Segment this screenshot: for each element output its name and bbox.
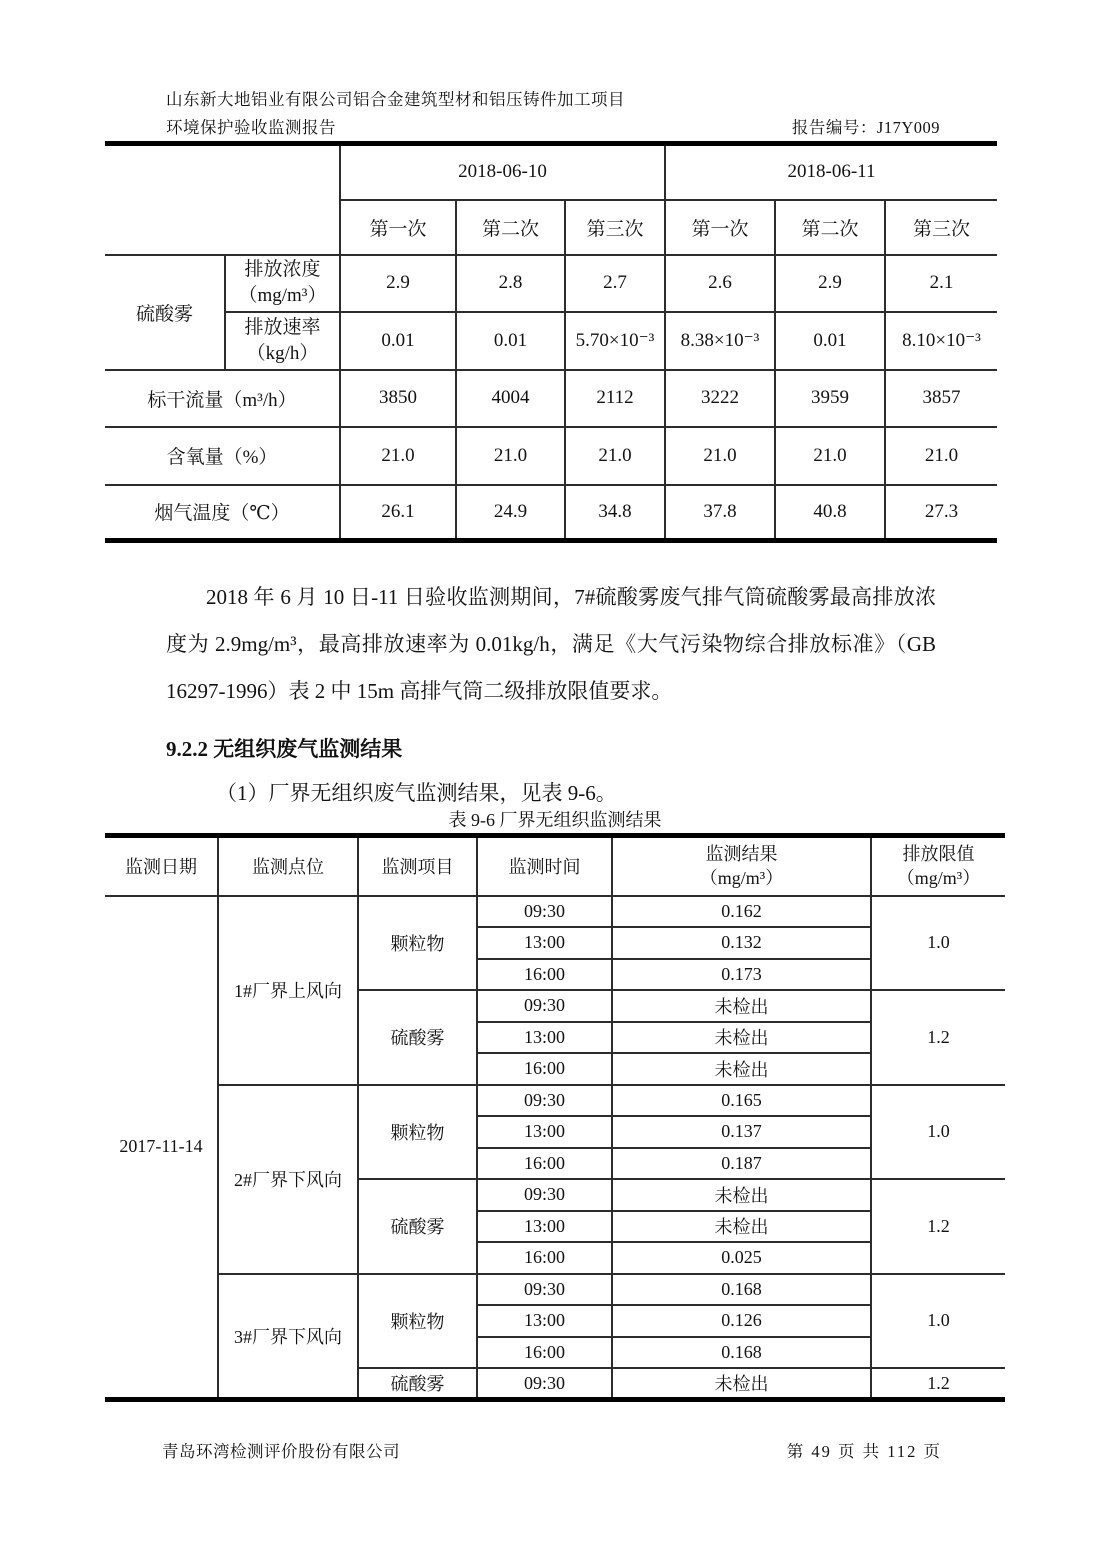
value-cell: 3850 — [340, 370, 456, 427]
header-cell-item: 监测项目 — [358, 836, 477, 896]
item-cell: 颗粒物 — [358, 1274, 477, 1369]
value-cell: 21.0 — [456, 427, 565, 485]
limit-cell: 1.2 — [871, 1368, 1005, 1400]
value-cell: 21.0 — [885, 427, 997, 485]
value-cell: 21.0 — [665, 427, 775, 485]
item-cell: 颗粒物 — [358, 1085, 477, 1180]
value-cell: 2.1 — [885, 255, 997, 312]
item-cell: 硫酸雾 — [358, 990, 477, 1085]
limit-cell: 1.0 — [871, 896, 1005, 991]
value-cell: 3857 — [885, 370, 997, 427]
header-label: 监测结果 — [705, 843, 778, 864]
time-cell: 16:00 — [477, 1337, 612, 1369]
run-header-cell: 第一次 — [340, 200, 456, 255]
result-cell: 0.132 — [612, 927, 871, 959]
time-cell: 09:30 — [477, 1274, 612, 1306]
pollutant-cell: 硫酸雾 — [105, 255, 225, 370]
time-cell: 13:00 — [477, 1211, 612, 1243]
value-cell: 2.6 — [665, 255, 775, 312]
result-cell: 未检出 — [612, 1368, 871, 1400]
result-cell: 0.173 — [612, 959, 871, 991]
value-cell: 2.9 — [775, 255, 885, 312]
item-cell: 硫酸雾 — [358, 1179, 477, 1274]
value-cell: 40.8 — [775, 485, 885, 541]
result-cell: 0.187 — [612, 1148, 871, 1180]
limit-cell: 1.2 — [871, 990, 1005, 1085]
time-cell: 16:00 — [477, 1242, 612, 1274]
result-cell: 0.165 — [612, 1085, 871, 1117]
limit-cell: 1.0 — [871, 1274, 1005, 1369]
limit-cell: 1.2 — [871, 1179, 1005, 1274]
list-paragraph: （1）厂界无组织废气监测结果，见表 9-6。 — [216, 781, 617, 805]
value-cell: 21.0 — [565, 427, 665, 485]
value-cell: 24.9 — [456, 485, 565, 541]
limit-cell: 1.0 — [871, 1085, 1005, 1180]
value-cell: 8.38×10⁻³ — [665, 312, 775, 370]
row-label-cell: 含氧量（%） — [105, 427, 340, 485]
header-cell-date: 监测日期 — [105, 836, 218, 896]
point-cell: 2#厂界下风向 — [218, 1085, 358, 1274]
fugitive-emission-table — [105, 833, 1005, 1402]
row-label-cell: 标干流量（m³/h） — [105, 370, 340, 427]
value-cell: 2.7 — [565, 255, 665, 312]
value-cell: 0.01 — [775, 312, 885, 370]
time-cell: 13:00 — [477, 1305, 612, 1337]
time-cell: 16:00 — [477, 959, 612, 991]
time-cell: 09:30 — [477, 1085, 612, 1117]
row-label-cell — [225, 312, 340, 370]
header-cell-result — [612, 836, 871, 896]
result-cell: 0.168 — [612, 1274, 871, 1306]
result-cell: 0.137 — [612, 1116, 871, 1148]
value-cell: 27.3 — [885, 485, 997, 541]
time-cell: 09:30 — [477, 1368, 612, 1400]
doc-header-title: 环境保护验收监测报告 — [166, 118, 336, 137]
value-cell: 2.8 — [456, 255, 565, 312]
corner-cell — [105, 144, 340, 255]
summary-paragraph: 2018 年 6 月 10 日-11 日验收监测期间，7#硫酸雾废气排气筒硫酸雾最高排放浓度为 2.9mg/m³，最高排放速率为 0.01kg/h，满足《大气污染物综合排放标准》（GB 16297-1996）表 2 中 15m 高排气筒二级排放限值要求。 — [166, 585, 936, 703]
item-cell: 颗粒物 — [358, 896, 477, 991]
result-cell: 未检出 — [612, 1211, 871, 1243]
value-cell: 34.8 — [565, 485, 665, 541]
value-cell: 0.01 — [340, 312, 456, 370]
result-cell: 0.162 — [612, 896, 871, 928]
value-cell: 21.0 — [340, 427, 456, 485]
table-caption: 表 9-6 厂界无组织监测结果 — [448, 810, 662, 830]
result-cell: 未检出 — [612, 1179, 871, 1211]
footer-company: 青岛环湾检测评价股份有限公司 — [162, 1442, 400, 1461]
value-cell: 4004 — [456, 370, 565, 427]
time-cell: 13:00 — [477, 1116, 612, 1148]
row-label-cell — [225, 255, 340, 312]
result-cell: 0.126 — [612, 1305, 871, 1337]
result-cell: 0.025 — [612, 1242, 871, 1274]
stack-emission-table — [105, 141, 997, 543]
value-cell: 37.8 — [665, 485, 775, 541]
point-cell: 1#厂界上风向 — [218, 896, 358, 1085]
header-cell-point: 监测点位 — [218, 836, 358, 896]
result-cell: 未检出 — [612, 1022, 871, 1054]
value-cell: 26.1 — [340, 485, 456, 541]
page-footer — [162, 1438, 942, 1462]
result-cell: 未检出 — [612, 990, 871, 1022]
result-cell: 0.168 — [612, 1337, 871, 1369]
value-cell: 21.0 — [775, 427, 885, 485]
run-header-cell: 第三次 — [885, 200, 997, 255]
row-unit: （mg/m³） — [238, 285, 327, 306]
result-cell: 未检出 — [612, 1053, 871, 1085]
time-cell: 16:00 — [477, 1053, 612, 1085]
time-cell: 13:00 — [477, 927, 612, 959]
point-cell: 3#厂界下风向 — [218, 1274, 358, 1400]
header-unit: （mg/m³） — [699, 868, 784, 889]
section-heading: 9.2.2 无组织废气监测结果 — [166, 737, 403, 761]
time-cell: 09:30 — [477, 990, 612, 1022]
row-label-cell: 烟气温度（℃） — [105, 485, 340, 541]
value-cell: 8.10×10⁻³ — [885, 312, 997, 370]
row-label: 排放速率 — [244, 316, 321, 338]
item-cell: 硫酸雾 — [358, 1368, 477, 1400]
row-unit: （kg/h） — [246, 342, 319, 364]
header-cell-time: 监测时间 — [477, 836, 612, 896]
value-cell: 3959 — [775, 370, 885, 427]
date-header-cell: 2018-06-11 — [665, 144, 997, 200]
run-header-cell: 第二次 — [775, 200, 885, 255]
value-cell: 0.01 — [456, 312, 565, 370]
time-cell: 16:00 — [477, 1148, 612, 1180]
doc-header-line1: 山东新大地铝业有限公司铝合金建筑型材和铝压铸件加工项目 — [166, 90, 625, 109]
date-header-cell: 2018-06-10 — [340, 144, 665, 200]
value-cell: 2112 — [565, 370, 665, 427]
value-cell: 3222 — [665, 370, 775, 427]
time-cell: 09:30 — [477, 896, 612, 928]
run-header-cell: 第二次 — [456, 200, 565, 255]
run-header-cell: 第一次 — [665, 200, 775, 255]
run-header-cell: 第三次 — [565, 200, 665, 255]
header-cell-limit — [871, 836, 1005, 896]
report-number: 报告编号：J17Y009 — [791, 118, 940, 137]
value-cell: 2.9 — [340, 255, 456, 312]
time-cell: 13:00 — [477, 1022, 612, 1054]
time-cell: 09:30 — [477, 1179, 612, 1211]
header-label: 排放限值 — [902, 843, 975, 864]
row-label: 排放浓度 — [244, 259, 321, 281]
footer-page-number: 第 49 页 共 112 页 — [786, 1442, 942, 1461]
date-cell: 2017-11-14 — [105, 896, 218, 1400]
header-unit: （mg/m³） — [896, 868, 981, 889]
doc-header-line2 — [166, 114, 940, 138]
value-cell: 5.70×10⁻³ — [565, 312, 665, 370]
